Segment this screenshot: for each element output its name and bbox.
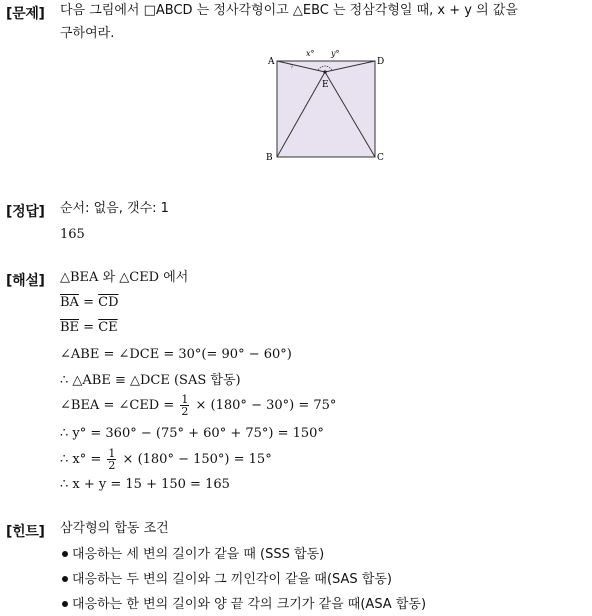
hint-item: 대응하는 두 변의 길이와 그 끼인각이 같을 때(SAS 합동) [60,571,392,589]
fraction-half-2: $\frac{1}{2}$ [108,447,116,472]
label-y: y° [331,50,340,58]
segment-ce-text: $\overline{CE}$ [98,320,118,335]
square-abcd [277,61,375,157]
square-triangle-figure [260,50,390,165]
problem-tag: [문제] [6,6,45,22]
bullet-dot [62,551,68,557]
segment-cd: $\overline{CD}$ [98,295,119,310]
problem-text-line2: 구하여라. [60,26,115,41]
answer-value: 165 [60,227,85,242]
hint-tag: [힌트] [6,524,45,540]
hint-title: 삼각형의 합동 조건 [60,521,169,536]
hint-item: 대응하는 세 변의 길이가 같을 때 (SSS 합동) [60,546,324,564]
solution-line-1: △BEA 와 △CED 에서 [60,270,189,285]
answer-tag: [정답] [6,204,45,220]
label-x: x° [306,50,315,58]
solution-line-3: $\overline{BE} = \overline{CE}$ [60,320,118,335]
point-e [323,70,326,73]
solution-tag: [해설] [6,273,45,289]
solution-line-8: ∴ x° = $\frac{1}{2}$ × (180° − 150°) = 15° [60,447,272,472]
solution-line-5: ∴ △ABE ≡ △DCE (SAS 합동) [60,373,241,388]
solution-line-7: ∴ y° = 360° − (75° + 60° + 75°) = 150° [60,426,324,441]
solution-line-4: ∠ABE = ∠DCE = 30°(= 90° − 60°) [60,347,292,362]
label-a: A [268,57,275,67]
solution-line-2: $\overline{BA} = \overline{CD}$ [60,295,119,310]
label-e: E [322,80,329,90]
segment-be-text: $\overline{BE}$ [60,320,80,335]
bullet-dot [62,601,68,607]
bullet-dot [62,576,68,582]
label-d: D [377,57,385,67]
hint-item: 대응하는 한 변의 길이와 양 끝 각의 크기가 같을 때(ASA 합동) [60,596,426,614]
label-b: B [266,153,273,163]
solution-line-9: ∴ x + y = 15 + 150 = 165 [60,477,230,492]
solution-line-6: ∠BEA = ∠CED = $\frac{1}{2}$ × (180° − 30°) = 75° [60,393,337,418]
fraction-half: $\frac{1}{2}$ [181,393,189,418]
problem-text-line1: 다음 그림에서 □ABCD 는 정사각형이고 △EBC 는 정삼각형일 때, x + y 의 값을 [60,3,518,18]
segment-ba: $\overline{BA}$ [60,295,79,310]
answer-meta: 순서: 없음, 갯수: 1 [60,201,169,216]
label-c: C [377,153,384,163]
